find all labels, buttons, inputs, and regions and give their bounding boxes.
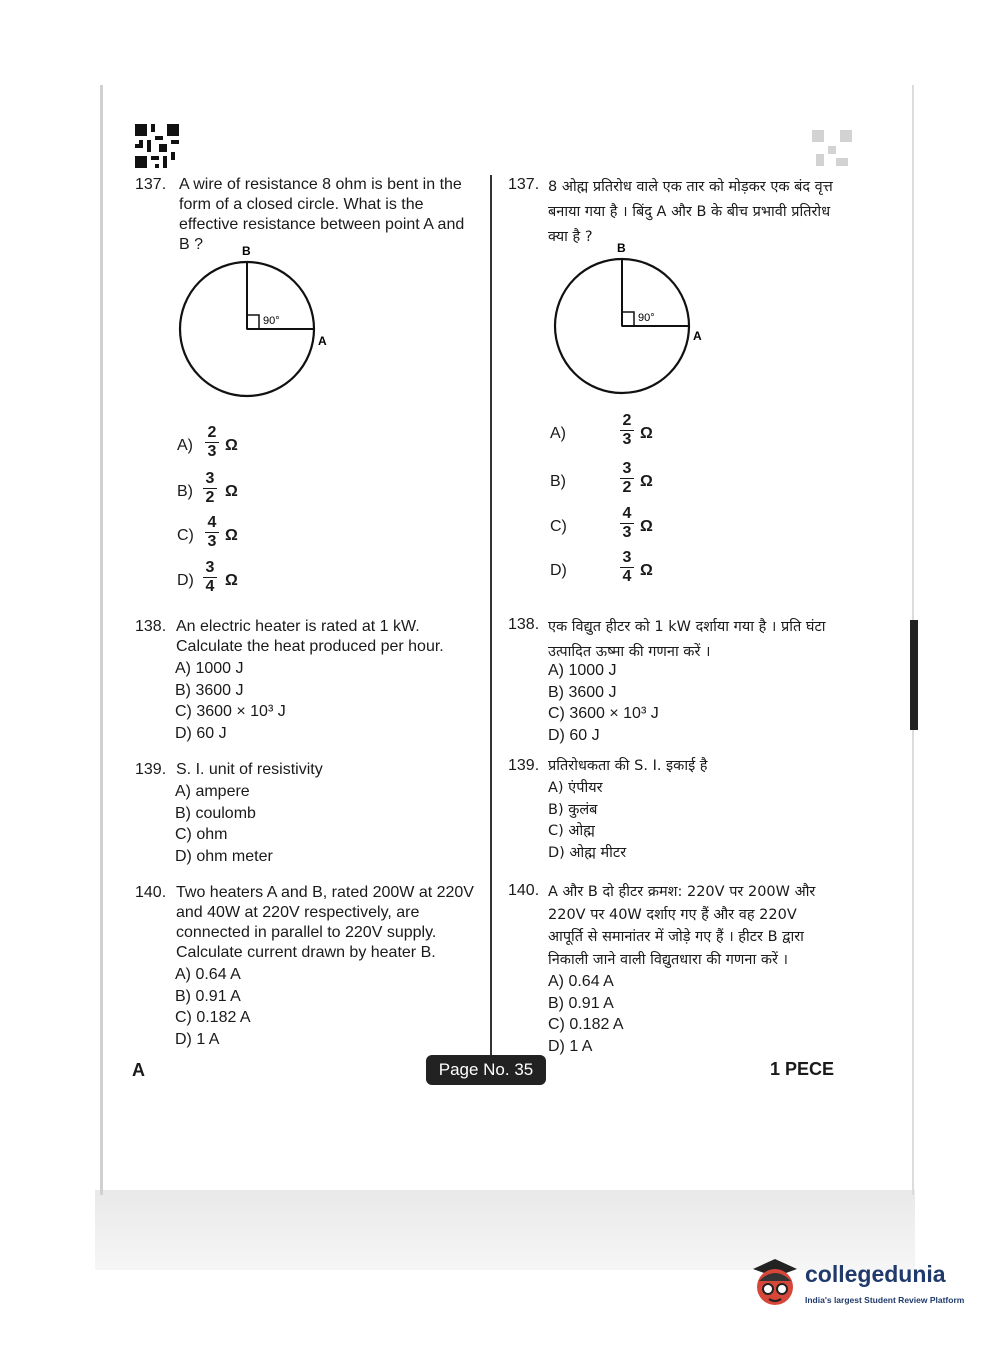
question-137 [508, 175, 858, 250]
option-d[interactable]: D) 1 A [548, 1037, 593, 1055]
option-a[interactable]: A) 0.64 A [548, 973, 614, 990]
fraction: $\frac{2}{3}$ [620, 412, 634, 449]
option-a[interactable]: A) 1000 J [175, 660, 244, 677]
option-c[interactable]: C) 0.182 A [175, 1009, 251, 1026]
question-138 [135, 617, 485, 745]
question-number: 140. [135, 884, 167, 901]
option-a[interactable]: A) 1000 J [548, 662, 617, 679]
qr-code-icon [135, 124, 179, 168]
circle-figure [550, 241, 730, 394]
column-divider [490, 175, 492, 1055]
option-d[interactable]: D) 60 J [548, 726, 600, 744]
question-number: 140. [508, 882, 540, 899]
point-a-label: A [693, 329, 702, 343]
option-c[interactable]: C) ohm [175, 826, 228, 843]
option-b[interactable]: B) 0.91 A [175, 987, 241, 1005]
collegedunia-logo[interactable] [745, 1255, 975, 1315]
fraction: $\frac{3}{2}$ [620, 460, 634, 497]
option-b[interactable]: B) 0.91 A [548, 994, 614, 1012]
question-text: A और B दो हीटर क्रमश: 220V पर 200W और 220V पर 40W दर्शाए गए हैं और वह 220V आपूर्ति से समानांतर में जोड़े गए हैं । हीटर B द्वारा निकाली जाने वाली विद्युतधारा की गणना करें । [548, 884, 816, 968]
question-140 [135, 883, 485, 1051]
option-b[interactable]: B) coulomb [175, 804, 256, 822]
option-a[interactable]: A) 0.64 A [175, 966, 241, 983]
question-number: 138. [508, 616, 540, 633]
point-b-label: B [242, 244, 251, 258]
question-text: एक विद्युत हीटर को 1 kW दर्शाया गया है । प्रति घंटा उत्पादित ऊष्मा की गणना करें । [548, 619, 826, 660]
booklet-series: A [132, 1060, 145, 1080]
fraction: $\frac{4}{3}$ [620, 505, 634, 542]
page-number: Page No. 35 [426, 1055, 546, 1085]
question-number: 139. [508, 757, 540, 774]
option-b[interactable]: B) 3600 J [548, 683, 617, 701]
option-c[interactable]: C) 3600 × 10³ J [548, 705, 659, 722]
fraction: $\frac{3}{4}$ [203, 559, 217, 596]
angle-label: 90° [263, 315, 280, 327]
question-text: S. I. unit of resistivity [176, 761, 323, 778]
logo-tagline: India's largest Student Review Platform [805, 1295, 965, 1305]
option-a[interactable]: A) एंपीयर [548, 780, 603, 796]
option-b[interactable]: B) कुलंब [548, 801, 598, 818]
question-text: Two heaters A and B, rated 200W at 220V and 40W at 220V respectively, are connected in parallel to 220V supply. Calculate current drawn by heater B. [176, 884, 474, 961]
fraction: $\frac{3}{4}$ [620, 549, 634, 586]
question-text: 8 ओह्म प्रतिरोध वाले एक तार को मोड़कर एक बंद वृत्त बनाया गया है । बिंदु A और B के बीच प्रभावी प्रतिरोध क्या है ? [548, 179, 833, 245]
question-number: 139. [135, 761, 167, 778]
page-left-edge [100, 85, 103, 1195]
angle-label: 90° [638, 312, 655, 324]
paper-code: 1 PECE [770, 1059, 835, 1079]
option-d[interactable]: D) ओह्म मीटर [548, 844, 627, 861]
page-tab-marker [910, 620, 918, 730]
question-number: 137. [135, 176, 167, 193]
option-d[interactable]: D) ohm meter [175, 847, 273, 865]
option-c[interactable]: C) ओह्म [548, 823, 595, 839]
option-b[interactable]: B) 3600 J [175, 681, 244, 699]
fraction: $\frac{2}{3}$ [205, 424, 219, 461]
faint-qr-code-icon [812, 130, 852, 170]
question-137 [135, 175, 485, 255]
question-138 [508, 615, 858, 747]
mascot-icon [745, 1255, 803, 1313]
option-a[interactable]: A) ampere [175, 783, 250, 800]
option-c[interactable]: C) 0.182 A [548, 1016, 624, 1033]
logo-wordmark: collegedunia [805, 1261, 946, 1287]
fraction: $\frac{3}{2}$ [203, 470, 217, 507]
question-number: 137. [508, 176, 540, 193]
question-text: प्रतिरोधकता की S. I. इकाई है [548, 758, 708, 774]
question-text: An electric heater is rated at 1 kW. Calculate the heat produced per hour. [176, 618, 444, 655]
question-text: A wire of resistance 8 ohm is bent in the form of a closed circle. What is the effective resistance between point A and B ? [179, 176, 465, 253]
point-a-label: A [318, 334, 327, 348]
question-139 [508, 756, 858, 864]
circle-figure [175, 244, 355, 397]
point-b-label: B [617, 241, 626, 255]
fraction: $\frac{4}{3}$ [205, 514, 219, 551]
question-139 [135, 760, 485, 868]
question-140 [508, 881, 858, 1058]
option-c[interactable]: C) 3600 × 10³ J [175, 703, 286, 720]
question-number: 138. [135, 618, 167, 635]
option-d[interactable]: D) 60 J [175, 724, 227, 742]
option-d[interactable]: D) 1 A [175, 1030, 220, 1048]
